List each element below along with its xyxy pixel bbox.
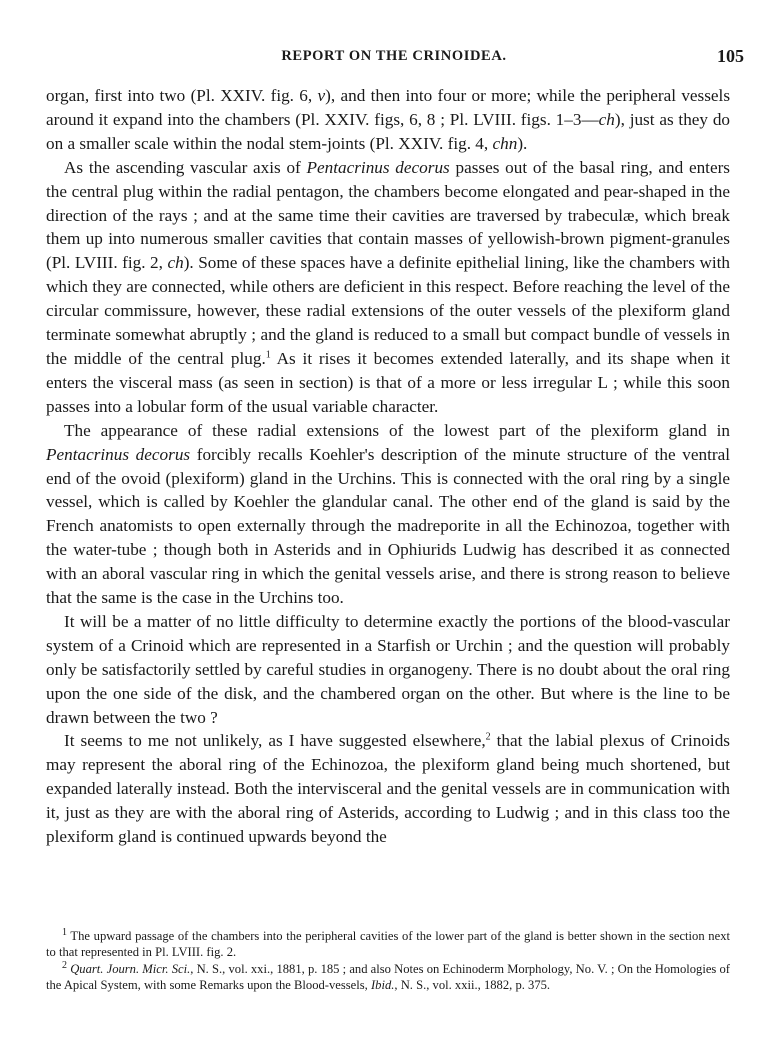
italic-text: Pentacrinus decorus	[46, 444, 191, 464]
italic-text: chn	[492, 133, 518, 153]
text-run: It will be a matter of no little difficulty to determine exactly the portions of the blood-vascular system of a Crinoid which are represented in a Starfish or Urchin ; and the question will probably only be satisfactorily settled by careful studies in organogeny. There is no doubt about the oral ring upon the one side of the disk, and the chambered organ on the other. But where is the line to be drawn between the two ?	[46, 611, 730, 727]
text-run: ), just as they do on a smaller scale within the nodal stem-joints (Pl. XXIV. fig. 4,	[46, 109, 731, 153]
footnote-marker: 2	[485, 731, 491, 743]
text-run: that the labial plexus of Crinoids may represent the aboral ring of the Echinozoa, the plexiform gland being much shortened, but expanded laterally instead. Both the intervisceral and the genital vessels are in communication with it, just as they are with the aboral ring of Asterids, according to Ludwig ; and in this class too the plexiform gland is continued upwards beyond the	[46, 731, 730, 847]
footnote-1	[46, 928, 730, 961]
footnote-marker: 2	[62, 959, 67, 971]
paragraph-2	[46, 156, 730, 419]
footnotes	[46, 928, 730, 994]
text-run: ).	[517, 133, 528, 153]
footnote-marker: 1	[62, 926, 67, 938]
text-run: As the ascending vascular axis of	[64, 157, 307, 177]
italic-text: Quart. Journ. Micr. Sci.	[70, 961, 191, 976]
text-run: It seems to me not unlikely, as I have suggested elsewhere,	[64, 731, 486, 751]
text-run: ). Some of these spaces have a definite epithelial lining, like the chambers with which they are connected, while others are deficient in this respect. Before reaching the level of the circular commissure, however, these radial extensions of the outer vessels of the plexiform gland terminate somewhat abruptly ; and the gland is reduced to a small but compact bundle of vessels in the middle of the central plug.	[46, 253, 730, 368]
italic-text: Ibid.	[370, 978, 395, 993]
italic-text: ch	[598, 109, 615, 129]
paragraph-3	[46, 419, 730, 610]
text-run: , N. S., vol. xxii., 1882, p. 375.	[394, 978, 551, 993]
paragraph-1	[46, 84, 730, 156]
paragraph-5	[46, 729, 730, 849]
text-run: forcibly recalls Koehler's description of the minute structure of the ventral end of the ovoid (plexiform) gland in the Urchins. This is connected with the oral ring by a single vessel, which is called by Koehler the glandular canal. The other end of the gland is said by the French anatomists to open externally through the madreporite in all the Echinozoa, together with the water-tube ; though both in Asterids and in Ophiurids Ludwig has described it as connected with an aboral vascular ring in which the genital vessels arise, and there is strong reason to believe that the same is the case in the Urchins too.	[46, 444, 730, 608]
text-run: The appearance of these radial extensions of the lowest part of the plexiform gland in	[64, 420, 730, 440]
text-run: As it rises it becomes extended laterally, and its shape when it enters the visceral mass (as seen in section) is that of a more or less irregular L ; while this soon passes into a lobular form of the usual variable character.	[46, 348, 730, 416]
body-text	[46, 84, 730, 849]
text-run: passes out of the basal ring, and enters the central plug within the radial pentagon, the chambers become elongated and pear-shaped in the direction of the rays ; and at the same time their cavities are traversed by trabeculæ, which break them up into numerous smaller cavities that contain masses of yellowish-brown pigment-granules (Pl. LVIII. fig. 2,	[46, 157, 730, 273]
text-run: , N. S., vol. xxi., 1881, p. 185 ; and also Notes on Echinoderm Morphology, No. V. ; On the Homologies of the Apical System, with some Remarks upon the Blood-vessels,	[46, 961, 730, 993]
text-run: ), and then into four or more; while the peripheral vessels around it expand into the chambers (Pl. XXIV. figs, 6, 8 ; Pl. LVIII. figs. 1–3—	[46, 86, 731, 129]
page-header	[44, 46, 744, 70]
text-run: The upward passage of the chambers into the peripheral cavities of the lower part of the gland is better shown in the section next to that represented in Pl. LVIII. fig. 2.	[46, 929, 730, 960]
italic-text: v	[317, 86, 326, 105]
text-run: organ, first into two (Pl. XXIV. fig. 6,	[46, 86, 318, 105]
page-number: 105	[717, 46, 744, 66]
italic-text: ch	[167, 253, 184, 273]
running-title: REPORT ON THE CRINOIDEA.	[281, 48, 507, 64]
footnote-2	[46, 961, 730, 994]
footnote-marker: 1	[265, 349, 271, 361]
italic-text: Pentacrinus decorus	[306, 157, 450, 177]
paragraph-4	[46, 610, 730, 730]
